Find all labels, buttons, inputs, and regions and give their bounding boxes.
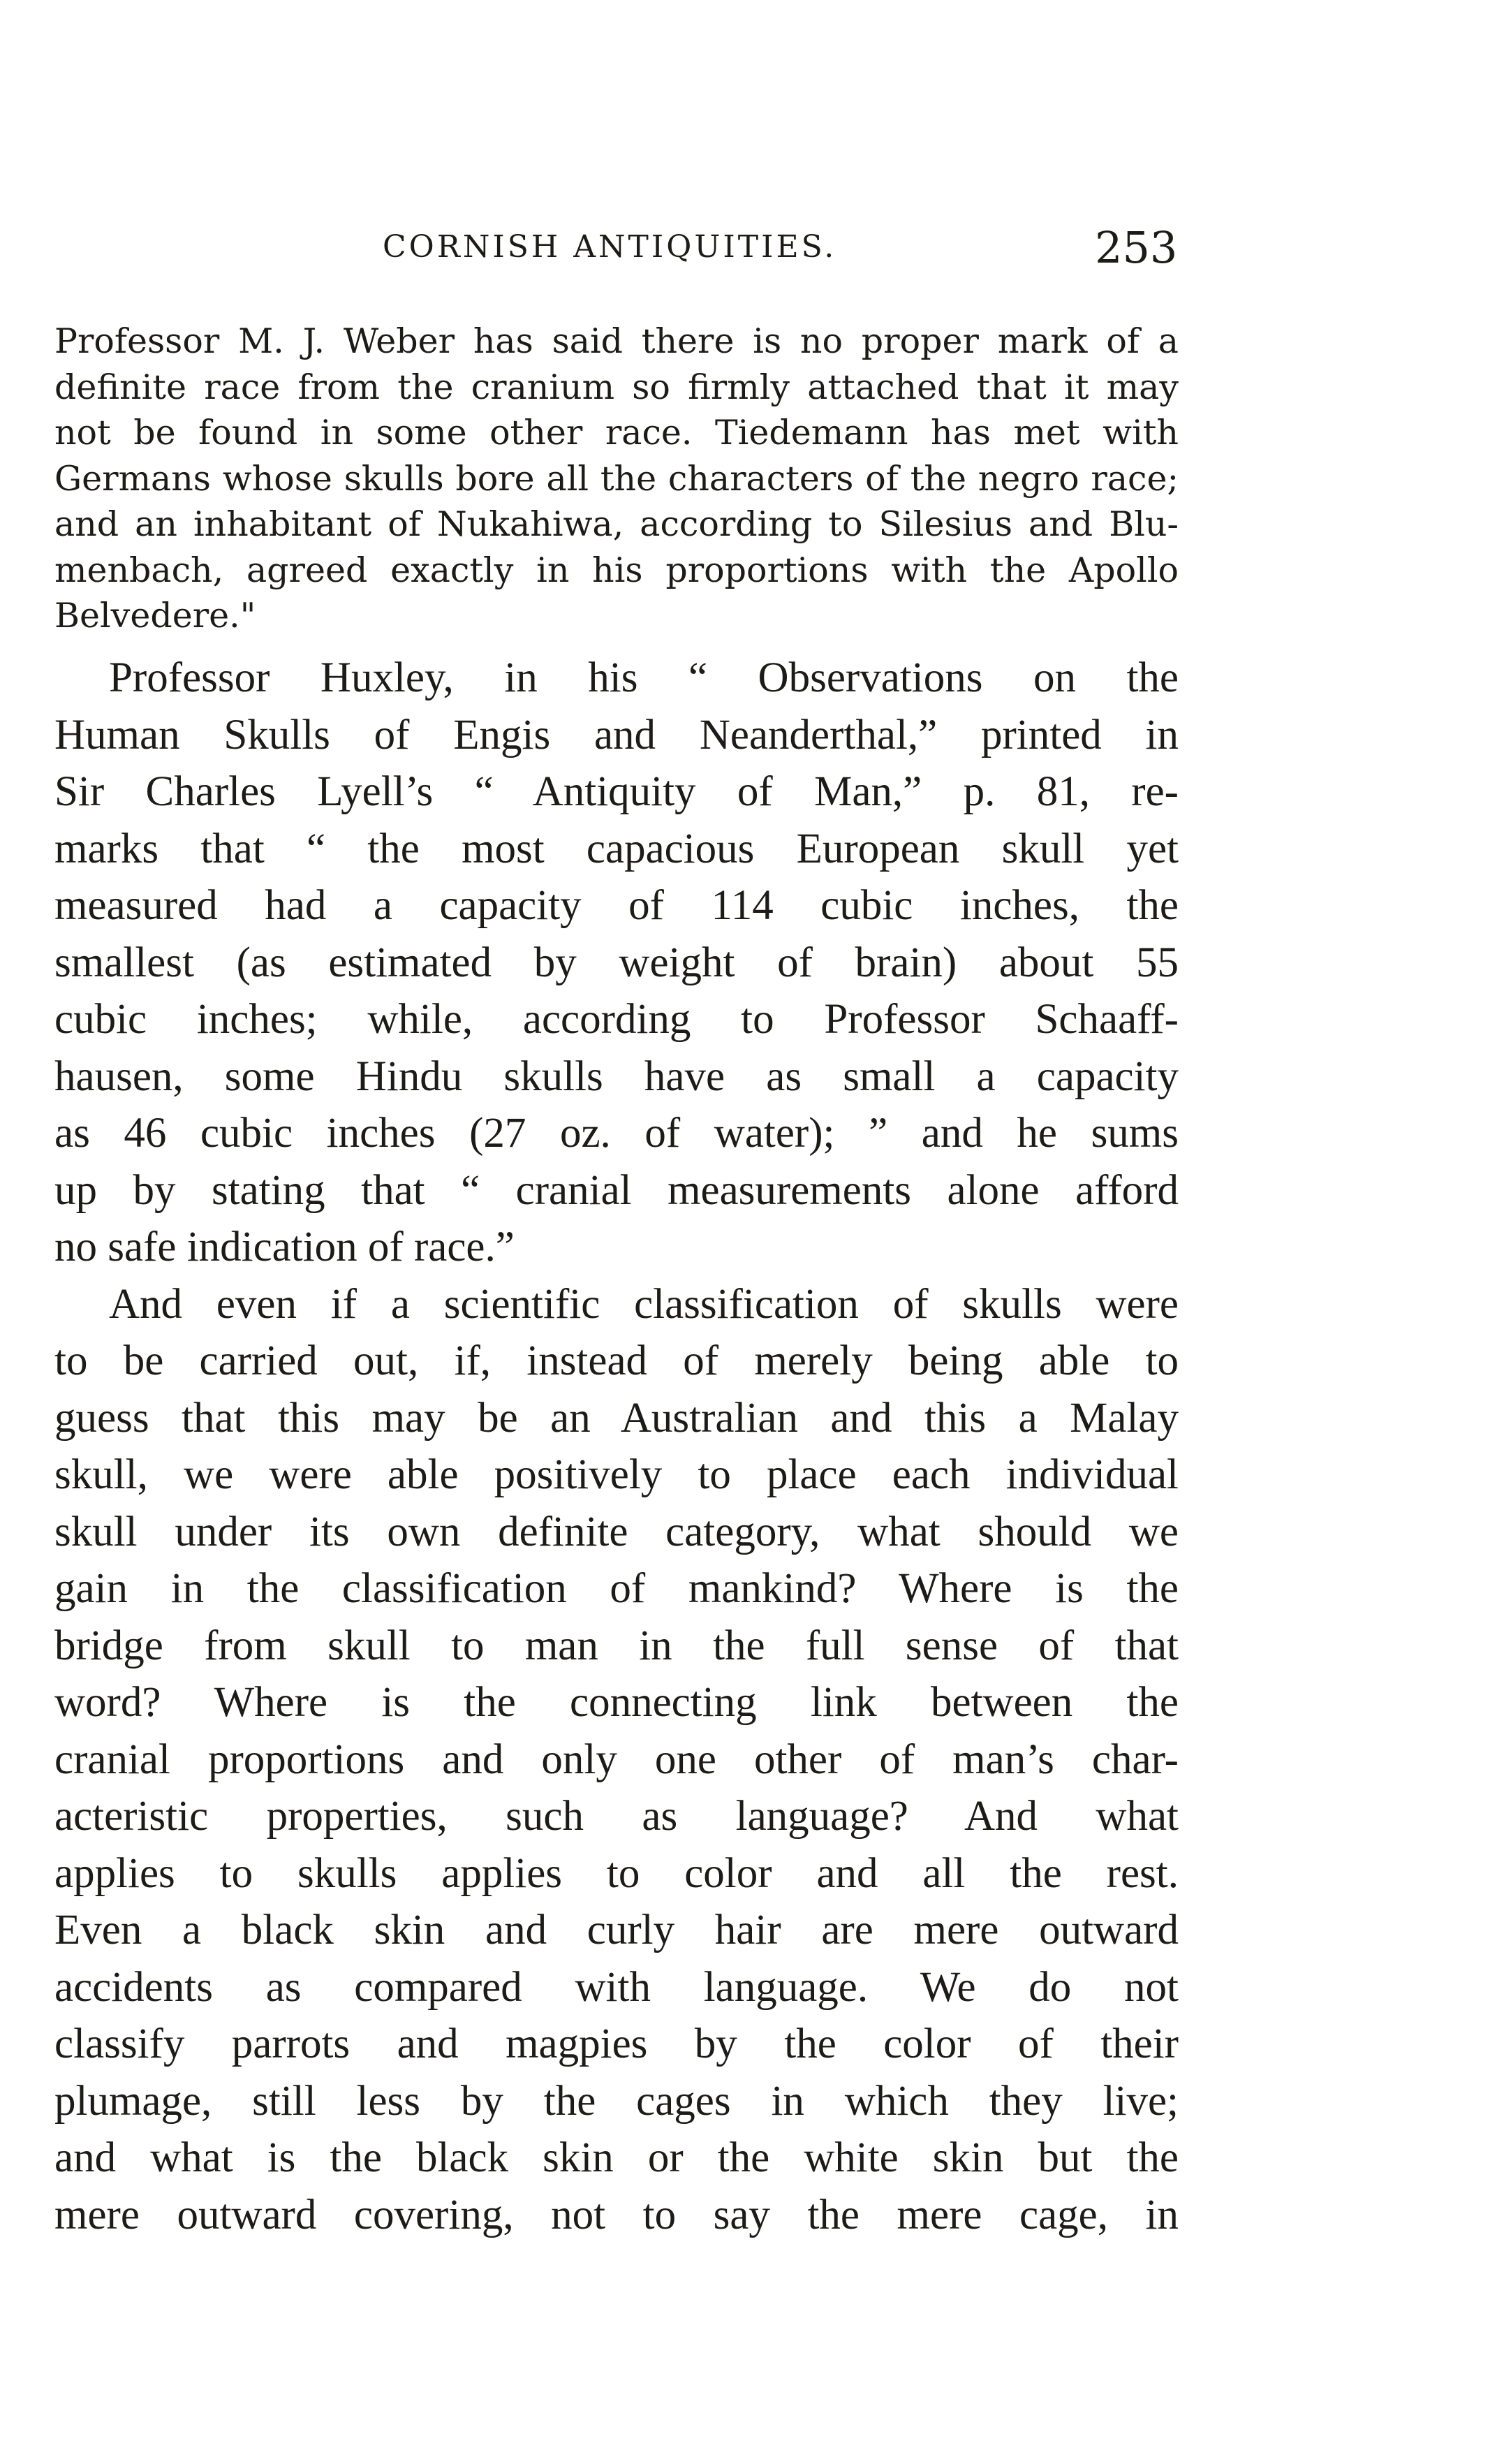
paragraph-line: applies to skulls applies to color and all the rest. <box>54 1849 1179 1897</box>
paragraph-line: measured had a capacity of 114 cubic inches, the <box>54 882 1179 929</box>
quote-line: menbach, agreed exactly in his proportions with the Apollo <box>54 550 1179 590</box>
running-title: CORNISH ANTIQUITIES. <box>383 229 837 265</box>
paragraph-line: up by stating that “ cranial measurements alone afford <box>54 1166 1179 1214</box>
paragraph-line: hausen, some Hindu skulls have as small a capacity <box>54 1053 1179 1100</box>
paragraph-line: classify parrots and magpies by the color of their <box>54 2021 1179 2067</box>
quote-line: definite race from the cranium so firmly attached that it may <box>54 367 1179 407</box>
paragraph-line: marks that “ the most capacious European skull yet <box>54 825 1179 872</box>
paragraph-line: plumage, still less by the cages in which they live; <box>54 2077 1179 2125</box>
paragraph-line: no safe indication of race.” <box>54 1224 515 1270</box>
body-text <box>54 650 1179 2243</box>
quote-line: Germans whose skulls bore all the characters of the negro race; <box>54 458 1179 499</box>
paragraph-huxley <box>54 650 1179 1276</box>
paragraph-line: Professor Huxley, in his “ Observations on the <box>109 654 1179 701</box>
paragraph-line: skull, we were able positively to place each individual <box>54 1451 1179 1498</box>
page-number: 253 <box>1095 222 1178 273</box>
quote-line: Professor M. J. Weber has said there is no proper mark of a <box>54 321 1179 361</box>
quote-line: not be found in some other race. Tiedemann has met with <box>54 413 1179 453</box>
paragraph-line: smallest (as estimated by weight of brain) about 55 <box>54 939 1179 986</box>
quote-line: Belvedere." <box>54 596 256 636</box>
paragraph-classification <box>54 1276 1179 2244</box>
paragraph-line: cranial proportions and only one other of man’s char- <box>54 1736 1179 1783</box>
paragraph-line: Even a black skin and curly hair are mere outward <box>54 1907 1179 1953</box>
paragraph-line: as 46 cubic inches (27 oz. of water); ” and he sums <box>54 1110 1179 1157</box>
quote-line: and an inhabitant of Nukahiwa, according to Silesius and Blu- <box>54 504 1179 544</box>
paragraph-line: Sir Charles Lyell’s “ Antiquity of Man,” p. 81, re- <box>54 768 1179 815</box>
paragraph-line: word? Where is the connecting link between the <box>54 1679 1179 1726</box>
paragraph-line: guess that this may be an Australian and this a Malay <box>54 1394 1179 1442</box>
paragraph-line: mere outward covering, not to say the mere cage, in <box>54 2191 1179 2238</box>
paragraph-line: Human Skulls of Engis and Neanderthal,” printed in <box>54 711 1179 758</box>
paragraph-line: skull under its own definite category, what should we <box>54 1508 1179 1555</box>
paragraph-line: gain in the classification of mankind? Where is the <box>54 1565 1179 1612</box>
paragraph-line: And even if a scientific classification of skulls were <box>109 1280 1179 1328</box>
paragraph-line: and what is the black skin or the white skin but the <box>54 2134 1179 2181</box>
block-quote <box>54 318 1179 639</box>
paragraph-line: bridge from skull to man in the full sense of that <box>54 1622 1179 1669</box>
paragraph-line: accidents as compared with language. We do not <box>54 1963 1179 2011</box>
paragraph-line: cubic inches; while, according to Professor Schaaff- <box>54 996 1179 1043</box>
paragraph-line: to be carried out, if, instead of merely being able to <box>54 1337 1179 1384</box>
running-head <box>0 222 1497 285</box>
paragraph-line: acteristic properties, such as language? And what <box>54 1793 1179 1840</box>
